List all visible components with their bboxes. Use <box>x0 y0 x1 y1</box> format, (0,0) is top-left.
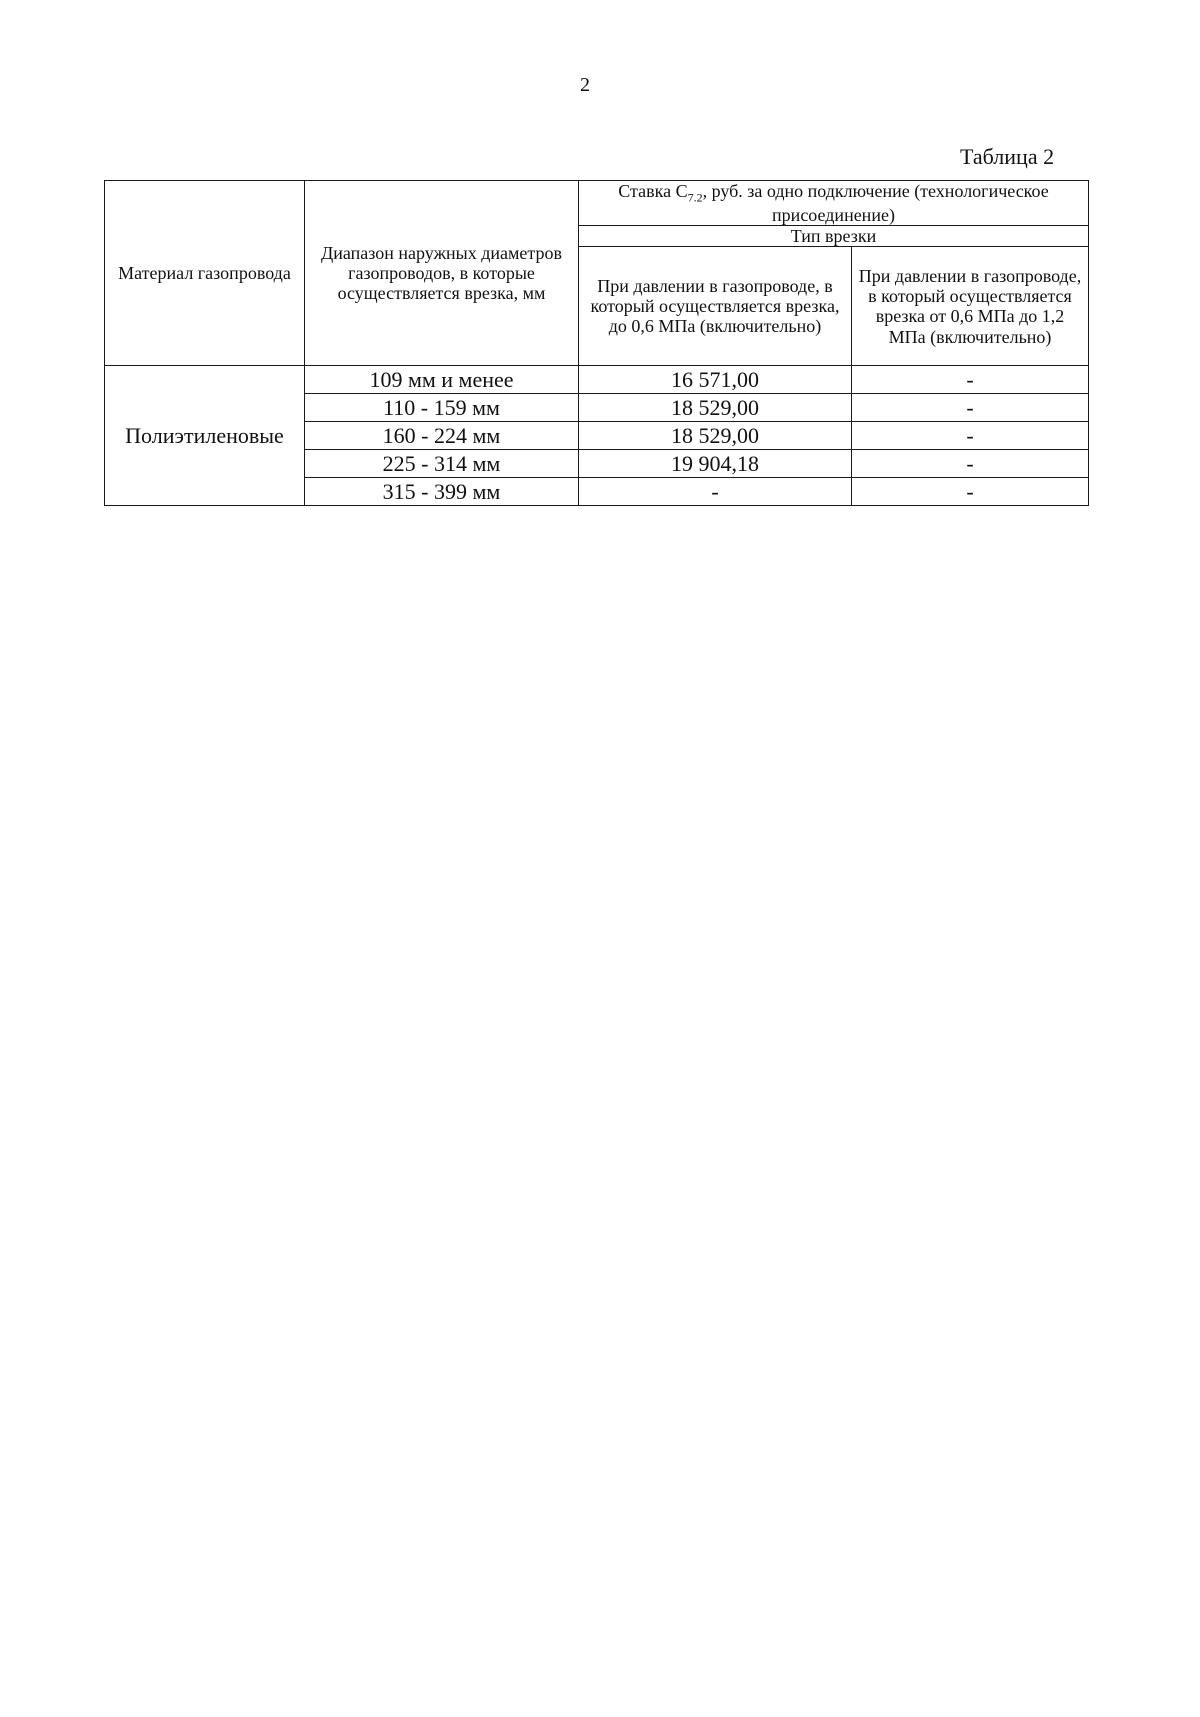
header-row-top <box>105 181 1089 226</box>
range-cell: 315 - 399 мм <box>305 478 579 506</box>
rate-high-cell: - <box>852 422 1089 450</box>
header-rate-subscript: 7.2 <box>687 190 703 205</box>
rate-low-cell: 18 529,00 <box>579 394 852 422</box>
material-cell: Полиэтиленовые <box>105 366 305 506</box>
rate-high-cell: - <box>852 394 1089 422</box>
header-rate-suffix: , руб. за одно подключение (технологическое присоединение) <box>702 181 1049 226</box>
range-cell: 160 - 224 мм <box>305 422 579 450</box>
rate-high-cell: - <box>852 450 1089 478</box>
range-cell: 109 мм и менее <box>305 366 579 394</box>
page-number: 2 <box>580 74 590 96</box>
header-diameter-range: Диапазон наружных диаметров газопроводов, в которые осуществляется врезка, мм <box>305 181 579 366</box>
header-pressure-low: При давлении в газопроводе, в который осуществляется врезка, до 0,6 МПа (включительно) <box>579 247 852 366</box>
header-material: Материал газопровода <box>105 181 305 366</box>
rate-high-cell: - <box>852 366 1089 394</box>
header-rate-prefix: Ставка C <box>618 181 688 201</box>
header-rate <box>579 181 1089 226</box>
rate-low-cell: 19 904,18 <box>579 450 852 478</box>
range-cell: 110 - 159 мм <box>305 394 579 422</box>
range-cell: 225 - 314 мм <box>305 450 579 478</box>
header-pressure-high: При давлении в газопроводе, в который осуществляется врезка от 0,6 МПа до 1,2 МПа (включительно) <box>852 247 1089 366</box>
rate-low-cell: 16 571,00 <box>579 366 852 394</box>
rate-low-cell: - <box>579 478 852 506</box>
header-tie-in-type: Тип врезки <box>579 226 1089 247</box>
table-row <box>105 366 1089 394</box>
rate-low-cell: 18 529,00 <box>579 422 852 450</box>
table-caption: Таблица 2 <box>960 144 1055 169</box>
tariff-table <box>104 180 1089 506</box>
rate-high-cell: - <box>852 478 1089 506</box>
